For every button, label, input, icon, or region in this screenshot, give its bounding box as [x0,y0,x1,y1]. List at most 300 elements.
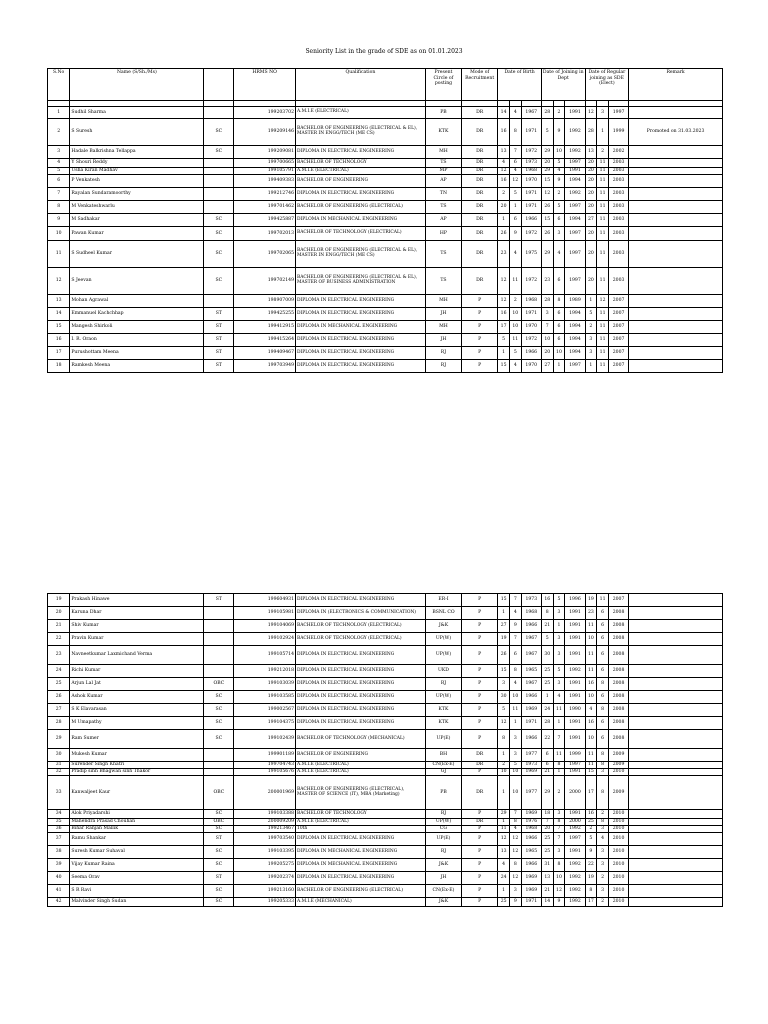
row-qualification: DIPLOMA IN MECHANICAL ENGINEERING [296,859,426,872]
table-body-part-2 [48,594,723,907]
row-hrms: 199203702 [234,107,296,119]
row-dor-day: 19 [585,872,597,885]
row-sno: 42 [48,898,70,907]
row-remark [629,717,723,730]
table-row [48,749,723,762]
row-dob-day: 13 [498,146,510,159]
row-circle: TS [425,241,461,268]
row-dor-month: 2 [597,146,609,159]
row-doj-day: 21 [541,885,553,898]
row-qualification: DIPLOMA IN (ELECTRONICS & COMMUNICATION) [296,607,426,620]
row-sno: 40 [48,872,70,885]
row-category [204,665,234,678]
row-dob-year: 1968 [521,295,541,308]
row-mode: P [462,810,498,819]
row-doj-day: 15 [541,214,553,227]
row-doj-year: 1992 [565,188,585,201]
row-doj-month: 3 [553,678,565,691]
table-row [48,334,723,347]
row-mode: DR [462,119,498,146]
row-doj-month: 9 [553,175,565,188]
row-dob-day: 13 [498,846,510,859]
header-hrms: HRMS NO [234,69,296,101]
row-dob-month: 2 [509,295,521,308]
row-circle: AP [425,214,461,227]
row-sno: 37 [48,833,70,846]
row-dor-day: 25 [585,819,597,826]
row-mode: DR [462,227,498,241]
row-doj-year: 1997 [565,159,585,168]
row-remark [629,360,723,373]
row-dob-year: 1973 [521,159,541,168]
row-dor-day: 27 [585,214,597,227]
row-sno: 18 [48,360,70,373]
row-dob-year: 1972 [521,146,541,159]
row-dob-month: 10 [509,776,521,810]
row-doj-day: 20 [541,826,553,833]
row-remark [629,769,723,776]
row-doj-month: 4 [553,241,565,268]
header-sno: S.No [48,69,70,101]
row-dor-year: 2003 [608,227,628,241]
row-doj-day: 14 [541,898,553,907]
row-doj-year: 2000 [565,819,585,826]
row-circle: UP(W) [425,633,461,646]
row-dor-month: 2 [597,810,609,819]
row-dob-day: 5 [498,704,510,717]
row-circle: MH [425,321,461,334]
row-dob-month: 10 [509,308,521,321]
table-row [48,168,723,175]
row-doj-year: 1992 [565,898,585,907]
row-doj-month: 10 [553,347,565,360]
row-dor-year: 2003 [608,268,628,295]
table-row [48,227,723,241]
row-circle: RJ [425,810,461,819]
row-dor-month: 11 [597,241,609,268]
row-dor-year: 2008 [608,704,628,717]
row-circle: RJ [425,360,461,373]
row-qualification: A.M.I.E (ELECTRICAL) [296,107,426,119]
row-doj-year: 1991 [565,846,585,859]
row-mode: P [462,885,498,898]
row-qualification: DIPLOMA IN ELECTRICAL ENGINEERING [296,646,426,665]
row-mode: DR [462,107,498,119]
row-hrms: 199212018 [234,665,296,678]
row-category: SC [204,227,234,241]
row-dob-month: 4 [509,607,521,620]
row-dor-month: 3 [597,826,609,833]
row-category: SC [204,885,234,898]
row-dob-month: 11 [509,334,521,347]
row-doj-year: 1991 [565,633,585,646]
row-doj-month: 3 [553,646,565,665]
row-sno: 27 [48,704,70,717]
row-hrms: 199104069 [234,620,296,633]
row-dob-year: 1971 [521,188,541,201]
row-doj-year: 1991 [565,730,585,749]
row-remark [629,268,723,295]
row-dor-day: 16 [585,810,597,819]
table-row [48,159,723,168]
row-remark [629,175,723,188]
row-dob-year: 1966 [521,859,541,872]
row-name: Ashok Kumar [70,691,204,704]
row-dor-day: 17 [585,898,597,907]
row-name: Prakash Hinawe [70,594,204,607]
row-name: Sudhil Sharma [70,107,204,119]
table-row [48,885,723,898]
row-doj-month: 9 [553,119,565,146]
row-name: Y Shouri Reddy [70,159,204,168]
row-dob-month: 8 [509,819,521,826]
row-dor-year: 1997 [608,107,628,119]
row-circle: UKD [425,665,461,678]
row-dor-day: 20 [585,268,597,295]
row-doj-year: 1990 [565,704,585,717]
row-dob-year: 1972 [521,334,541,347]
row-dor-year: 2009 [608,776,628,810]
row-sno: 24 [48,665,70,678]
row-hrms: 199604931 [234,594,296,607]
row-sno: 7 [48,188,70,201]
row-dob-month: 3 [509,885,521,898]
row-hrms: 199901189 [234,749,296,762]
table-row [48,730,723,749]
row-dob-day: 15 [498,360,510,373]
row-sno: 35 [48,819,70,826]
row-category: OBC [204,819,234,826]
row-dor-day: 5 [585,308,597,321]
row-dob-day: 26 [498,227,510,241]
row-hrms: 199105714 [234,646,296,665]
row-qualification: DIPLOMA IN MECHANICAL ENGINEERING [296,321,426,334]
row-remark [629,898,723,907]
row-doj-day: 8 [541,607,553,620]
row-dor-month: 3 [597,107,609,119]
row-doj-day: 24 [541,704,553,717]
row-doj-day: 12 [541,188,553,201]
row-mode: P [462,295,498,308]
row-dor-month: 11 [597,201,609,214]
row-hrms: 199415264 [234,334,296,347]
row-name: M Venkateshwarlu [70,201,204,214]
row-remark [629,201,723,214]
row-doj-month: 8 [553,859,565,872]
row-doj-day: 29 [541,241,553,268]
row-qualification: DIPLOMA IN ELECTRICAL ENGINEERING [296,872,426,885]
row-doj-day: 6 [541,762,553,769]
row-hrms: 199202374 [234,872,296,885]
row-dor-day: 22 [585,859,597,872]
row-category [204,762,234,769]
row-name: Karuna Dhar [70,607,204,620]
row-dob-year: 1971 [521,119,541,146]
row-doj-year: 1994 [565,308,585,321]
row-circle: PB [425,107,461,119]
row-dor-year: 2008 [608,607,628,620]
row-doj-month: 7 [553,826,565,833]
row-doj-day: 10 [541,334,553,347]
row-dob-year: 1971 [521,201,541,214]
row-doj-month: 6 [553,214,565,227]
row-dor-month: 6 [597,665,609,678]
row-circle: TS [425,268,461,295]
table-row [48,146,723,159]
row-dob-day: 3 [498,678,510,691]
row-mode: P [462,646,498,665]
row-dob-day: 11 [498,826,510,833]
row-qualification: A.M.I.E (ELECTRICAL) [296,769,426,776]
row-mode: DR [462,159,498,168]
row-dor-month: 11 [597,334,609,347]
row-dor-day: 20 [585,188,597,201]
row-sno: 20 [48,607,70,620]
row-mode: DR [462,201,498,214]
row-name: Surender Singh Khatri [70,762,204,769]
row-dor-month: 6 [597,646,609,665]
row-dor-day: 10 [585,691,597,704]
row-category [204,159,234,168]
row-remark [629,691,723,704]
row-remark [629,704,723,717]
row-doj-month: 11 [553,704,565,717]
row-remark [629,321,723,334]
row-circle: J&K [425,898,461,907]
header-mode: Mode of Recruitment [462,69,498,101]
row-doj-day: 25 [541,846,553,859]
row-sno: 5 [48,168,70,175]
row-dob-month: 7 [509,594,521,607]
row-circle: CN(Ex-E) [425,885,461,898]
row-name: M Sadhakar [70,214,204,227]
row-qualification: BACHELOR OF TECHNOLOGY (ELECTRICAL) [296,227,426,241]
row-remark [629,665,723,678]
row-qualification: BACHELOR OF TECHNOLOGY (ELECTRICAL) [296,633,426,646]
row-doj-year: 2000 [565,776,585,810]
row-dor-year: 2003 [608,188,628,201]
row-dob-month: 6 [509,646,521,665]
row-dob-month: 4 [509,107,521,119]
row-circle: AP [425,175,461,188]
row-name: Navneetkumar Laxmichand Verma [70,646,204,665]
row-remark [629,607,723,620]
row-doj-year: 1997 [565,360,585,373]
row-doj-year: 1994 [565,214,585,227]
row-remark [629,646,723,665]
row-dob-year: 1969 [521,885,541,898]
row-doj-year: 1992 [565,872,585,885]
row-dor-month: 3 [597,846,609,859]
row-qualification: BACHELOR OF TECHNOLOGY [296,159,426,168]
row-category [204,175,234,188]
row-dob-day: 15 [498,665,510,678]
row-dor-month: 8 [597,749,609,762]
row-dob-day: 12 [498,717,510,730]
row-dor-day: 5 [585,833,597,846]
row-sno: 23 [48,646,70,665]
row-dob-day: 27 [498,620,510,633]
row-name: Ram Sumer [70,730,204,749]
row-remark [629,819,723,826]
row-doj-year: 1991 [565,607,585,620]
row-dor-year: 2002 [608,146,628,159]
row-dor-day: 20 [585,241,597,268]
row-mode: P [462,347,498,360]
row-hrms: 199702065 [234,241,296,268]
row-remark [629,308,723,321]
row-name: S K Elavarasan [70,704,204,717]
row-hrms: 199105791 [234,168,296,175]
row-doj-day: 15 [541,175,553,188]
row-dor-month: 11 [597,175,609,188]
row-hrms: 199103585 [234,691,296,704]
row-doj-day: 20 [541,159,553,168]
row-hrms: 199103039 [234,678,296,691]
row-dor-year: 2003 [608,159,628,168]
row-circle: RJ [425,678,461,691]
row-circle: UP(E) [425,833,461,846]
row-hrms: 199703949 [234,360,296,373]
row-name: Vijay Kumar Raina [70,859,204,872]
row-doj-month: 11 [553,749,565,762]
row-category: SC [204,898,234,907]
row-circle: RJ [425,347,461,360]
row-doj-month: 3 [553,607,565,620]
row-sno: 31 [48,762,70,769]
row-category: ST [204,321,234,334]
row-hrms: 199103388 [234,810,296,819]
row-doj-day: 31 [541,859,553,872]
row-remark [629,833,723,846]
row-category: SC [204,810,234,819]
row-doj-month: 7 [553,730,565,749]
row-qualification: A.M.I.E (ELECTRICAL) [296,168,426,175]
row-dob-year: 1966 [521,730,541,749]
row-hrms: 199425887 [234,214,296,227]
row-category: SC [204,268,234,295]
row-name: Suresh Kumar Suhaval [70,846,204,859]
row-mode: P [462,308,498,321]
row-qualification: DIPLOMA IN ELECTRICAL ENGINEERING [296,295,426,308]
table-row [48,119,723,146]
row-name: Pradip sinh Bhagwan sinh Thakor [70,769,204,776]
row-category: ST [204,334,234,347]
row-name: Bihar Ranjan Mallik [70,826,204,833]
row-sno: 39 [48,859,70,872]
row-doj-day: 21 [541,769,553,776]
row-dor-year: 2009 [608,749,628,762]
row-dob-day: 1 [498,607,510,620]
row-hrms: 199702013 [234,227,296,241]
row-circle: HP [425,227,461,241]
row-category: ST [204,594,234,607]
row-doj-day: 26 [541,227,553,241]
row-mode: DR [462,188,498,201]
row-name: Arjun Lal Jat [70,678,204,691]
row-category: ST [204,833,234,846]
row-hrms: 199102439 [234,730,296,749]
row-circle: UP(E) [425,730,461,749]
row-dor-year: 2008 [608,678,628,691]
row-sno: 36 [48,826,70,833]
row-qualification: DIPLOMA IN ELECTRICAL ENGINEERING [296,691,426,704]
row-dor-year: 2003 [608,175,628,188]
row-dor-day: 20 [585,201,597,214]
row-doj-month: 7 [553,833,565,846]
row-dor-month: 4 [597,833,609,846]
row-hrms: 199213467 [234,826,296,833]
row-dob-day: 1 [498,819,510,826]
row-name: Ramu Shankar [70,833,204,846]
row-dor-year: 2007 [608,321,628,334]
header-dob: Date of Birth [498,69,542,101]
row-dor-month: 6 [597,691,609,704]
row-dob-month: 4 [509,241,521,268]
row-dob-day: 5 [498,334,510,347]
row-dob-month: 9 [509,898,521,907]
row-dob-day: 23 [498,241,510,268]
row-dor-year: 2009 [608,762,628,769]
row-name: Emmanuel Kachchhap [70,308,204,321]
row-mode: P [462,321,498,334]
row-qualification: BACHELOR OF TECHNOLOGY [296,810,426,819]
row-dor-year: 2008 [608,691,628,704]
row-remark [629,594,723,607]
row-category [204,168,234,175]
row-doj-year: 1997 [565,268,585,295]
row-remark [629,107,723,119]
table-row [48,833,723,846]
row-circle: BSNL CO [425,607,461,620]
row-circle: ER-I [425,594,461,607]
row-remark [629,810,723,819]
row-dob-month: 4 [509,826,521,833]
row-dob-year: 1967 [521,678,541,691]
row-dob-month: 3 [509,730,521,749]
row-qualification: 10th [296,826,426,833]
row-remark [629,826,723,833]
row-dob-year: 1970 [521,175,541,188]
row-dob-month: 9 [509,227,521,241]
row-dor-day: 2 [585,826,597,833]
row-mode: DR [462,268,498,295]
row-doj-year: 1997 [565,201,585,214]
row-sno: 41 [48,885,70,898]
row-doj-year: 1991 [565,646,585,665]
row-doj-year: 1992 [565,885,585,898]
row-dob-month: 4 [509,168,521,175]
row-category: SC [204,704,234,717]
row-dor-day: 17 [585,776,597,810]
row-mode: P [462,769,498,776]
row-qualification: A.M.I.E (ELECTRICAL) [296,762,426,769]
row-circle: CN(Ex-E) [425,762,461,769]
row-dor-day: 20 [585,175,597,188]
row-category [204,620,234,633]
row-category: SC [204,859,234,872]
row-dor-day: 20 [585,159,597,168]
row-dob-month: 5 [509,347,521,360]
row-hrms: 199212746 [234,188,296,201]
row-doj-month: 8 [553,762,565,769]
row-doj-year: 1992 [565,146,585,159]
row-dob-month: 12 [509,846,521,859]
header-dor: Date of Regular joining as SDE (Elect) [585,69,629,101]
row-doj-day: 26 [541,201,553,214]
row-hrms: 199102924 [234,633,296,646]
table-row [48,665,723,678]
